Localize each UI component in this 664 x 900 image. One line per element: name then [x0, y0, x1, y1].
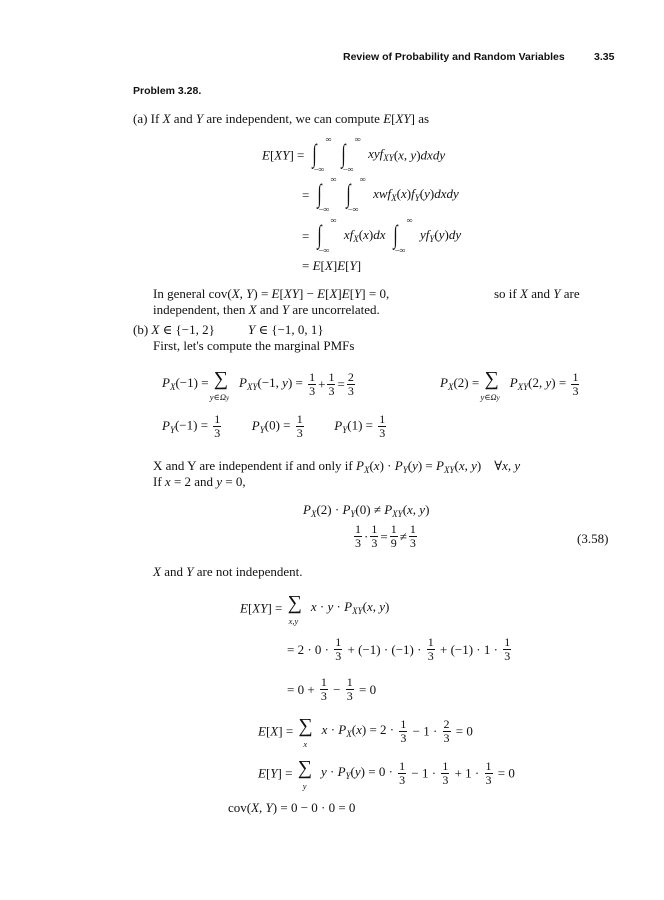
- equation-exy-1: E[XY] = ∫ ∞ −∞ ∫ ∞ −∞ xyf$_{XY}$(x, y)dxdy: [262, 134, 446, 174]
- not-independent: X and Y are not independent.: [153, 564, 303, 579]
- pmf-py: $P_Y(-1)$ = $\frac{1}{3}$ $P_Y(0)$ = $\frac{1}{3}$ $P_Y(1)$ = $\frac{1}{3}$: [162, 412, 386, 440]
- if-line: If x = 2 and y = 0,: [153, 474, 246, 489]
- independence-criterion: X and Y are independent if and only if $P_X(x) \cdot P_Y(y) = P_{XY}(x$, y) ∀x, y: [153, 458, 521, 475]
- equation-exy-2: = ∫ ∞ −∞ ∫ ∞ −∞ $xwf_X(x)f_Y(y)dxdy$: [302, 174, 459, 214]
- pmf-px-2: $P_X(2)$ = ∑ y∈Ωy $P_{XY}(2$, y) = $\frac{1}{3}$: [440, 368, 579, 402]
- ey-sum: E[Y] = ∑ y $y \cdot P_Y(y) = 0$ · $\frac{1}{3}$ − 1 · $\frac{1}{3}$ + 1 · $\frac{1}{3}$ = 0: [258, 757, 515, 791]
- page-number: 3.35: [594, 51, 615, 63]
- part-b-first: First, let's compute the marginal PMFs: [153, 338, 355, 353]
- counterexample-line-1: $P_X(2) \cdot P_Y(0) \ne P_{XY}(x$, y): [303, 502, 430, 519]
- running-header-title: Review of Probability and Random Variables: [343, 51, 565, 63]
- problem-label: Problem 3.28.: [133, 85, 202, 97]
- part-b-sets-y: Y ∈ {−1, 0, 1}: [248, 322, 324, 337]
- general-cov-line: In general cov(X, Y) = E[XY] − E[X]E[Y] = 0,: [153, 286, 390, 301]
- equation-exy-3: = ∫ ∞ −∞ $xf_X(x)dx$ ∫ ∞ −∞ $yf_Y(y)dy$: [302, 215, 462, 255]
- cov-result: cov(X, Y) = 0 − 0 · 0 = 0: [228, 800, 356, 815]
- exy-sum: E[XY] = ∑ x,y $x \cdot y \cdot P_{XY}(x$, y): [240, 592, 390, 626]
- equation-number: (3.58): [577, 531, 609, 546]
- exy-result: = 0 + $\frac{1}{3}$ − $\frac{1}{3}$ = 0: [287, 675, 377, 703]
- exy-expand: = 2 · 0 · $\frac{1}{3}$ + (−1) · (−1) · $\frac{1}{3}$ + (−1) · 1 · $\frac{1}{3}$: [287, 635, 511, 663]
- part-b-sets-x: (b) X ∈ {−1, 2}: [133, 322, 215, 337]
- general-cov-line-tail: so if X and Y are: [494, 286, 580, 301]
- equation-exy-4: = E[X]E[Y]: [302, 258, 362, 273]
- counterexample-line-2: $\frac{1}{3}$ · $\frac{1}{3}$ = $\frac{1}{9}$ ≠ $\frac{1}{3}$: [355, 522, 416, 550]
- pmf-px-neg1: $P_X(-1)$ = ∑ y∈Ωy $P_{XY}(-1$, y) = $\frac{1}{3}$ + $\frac{1}{3}$ = $\frac{2}{3}$: [162, 368, 354, 402]
- general-cov-line-2: independent, then X and Y are uncorrelated.: [153, 302, 380, 317]
- part-a-intro: (a) If X and Y are independent, we can compute E[XY] as: [133, 111, 430, 126]
- ex-sum: E[X] = ∑ x $x \cdot P_X(x) = 2$ · $\frac{1}{3}$ − 1 · $\frac{2}{3}$ = 0: [258, 715, 473, 749]
